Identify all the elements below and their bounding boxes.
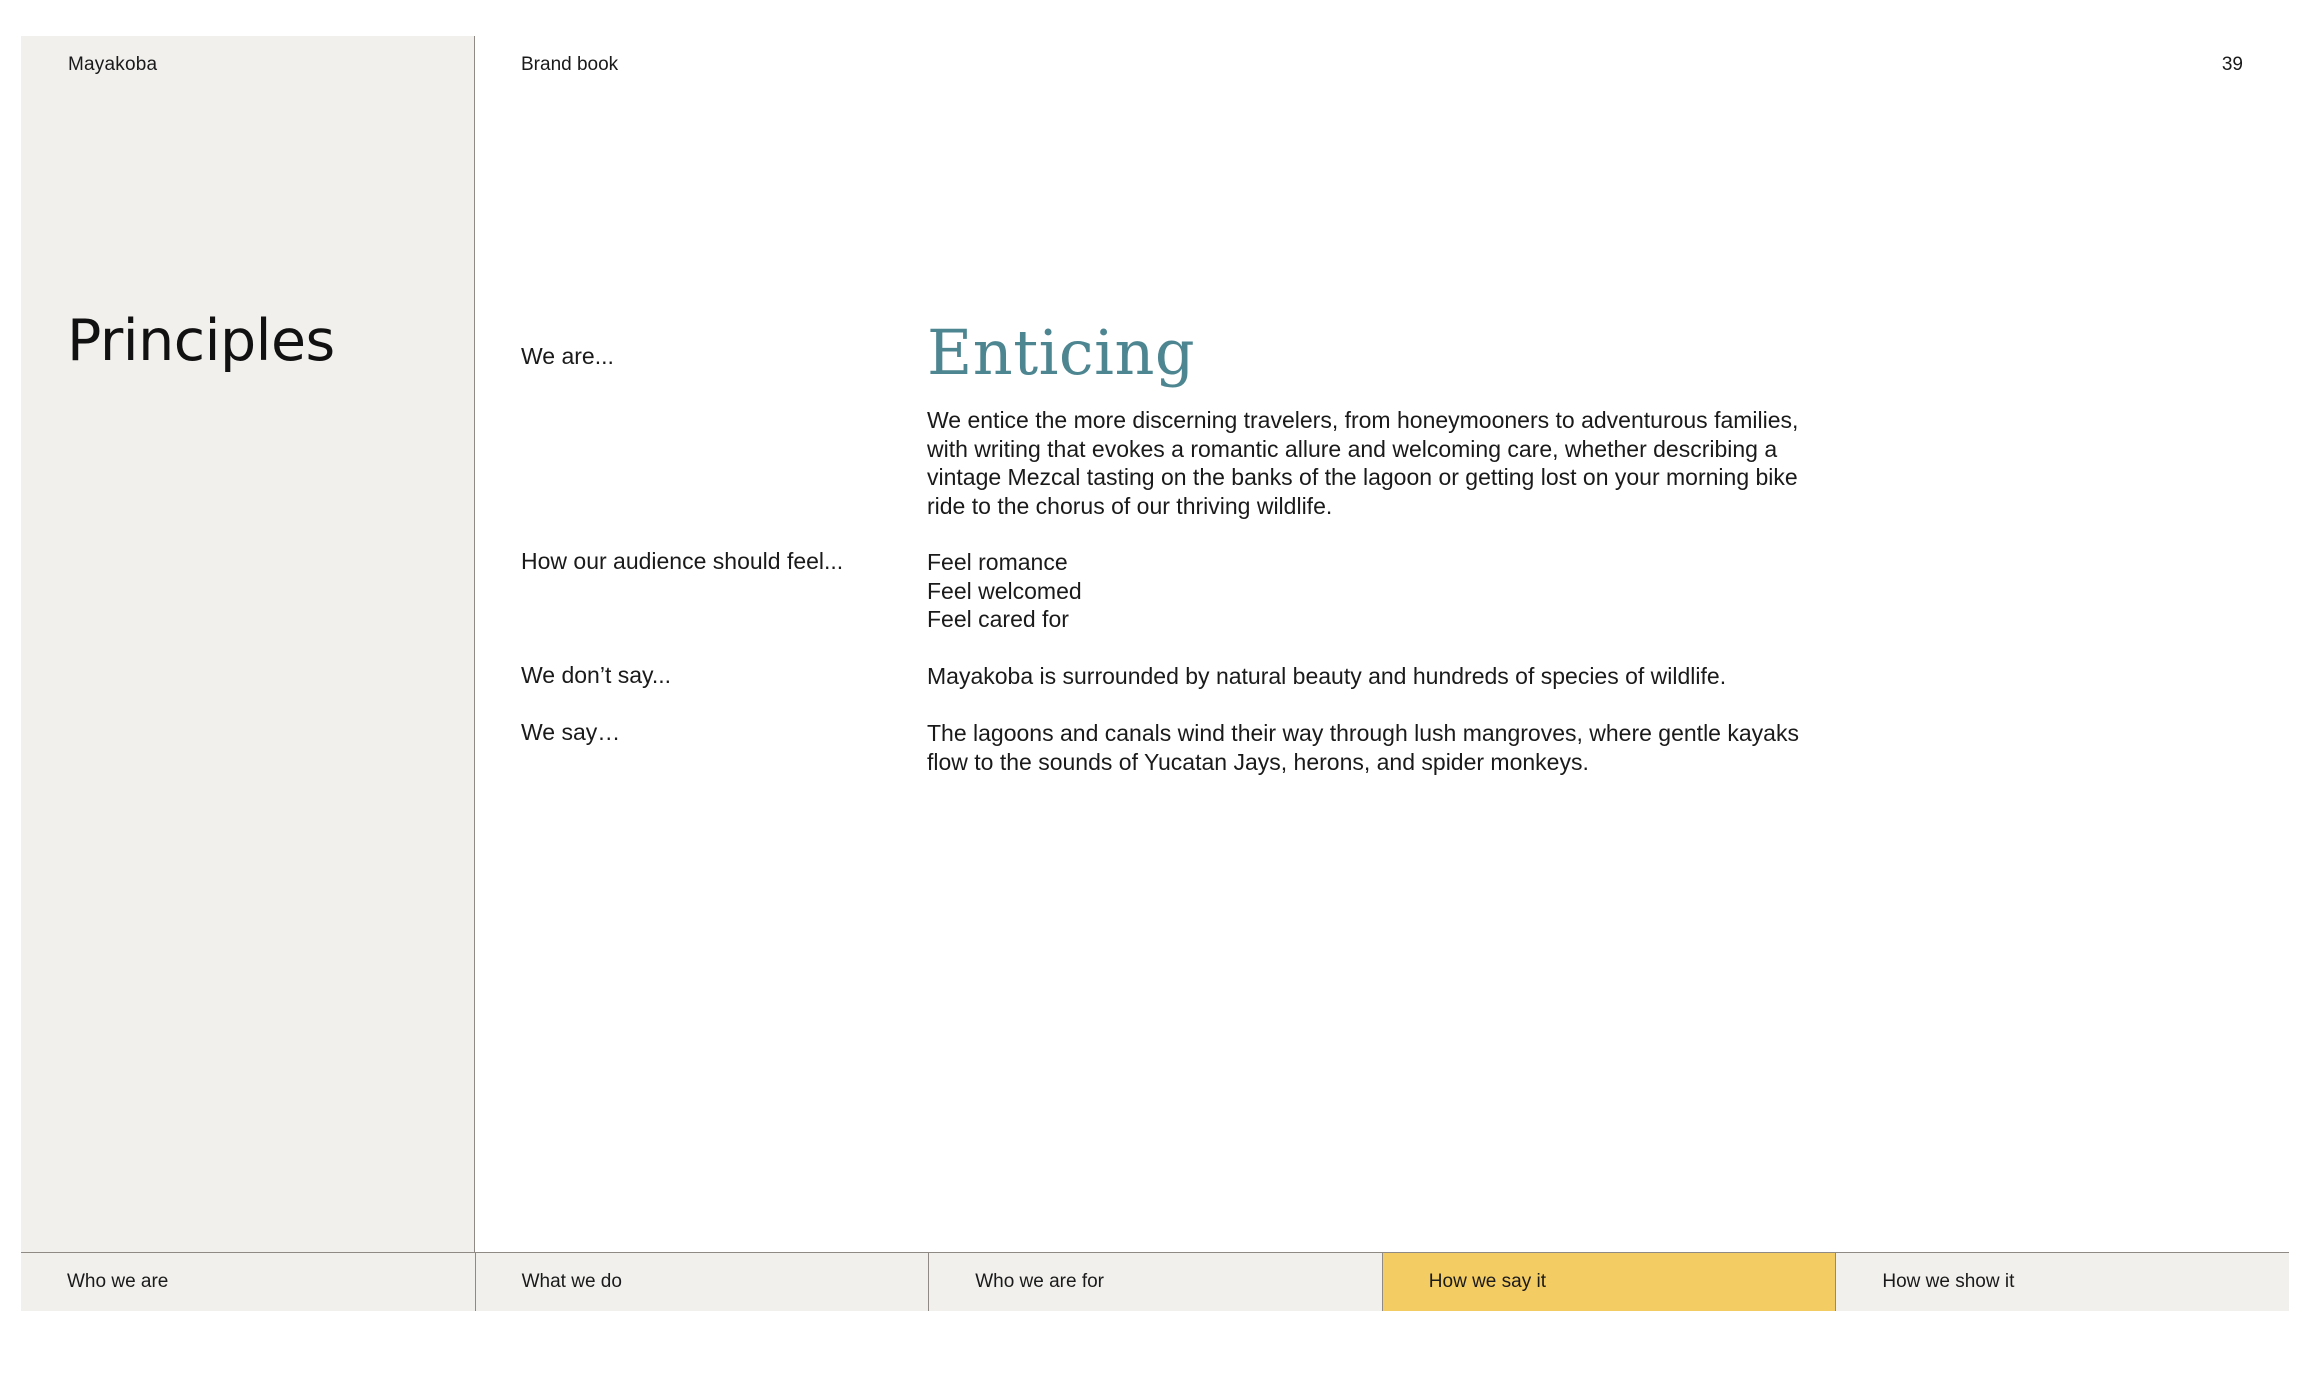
dont-say-text: Mayakoba is surrounded by natural beauty and hundreds of species of wildlife. (927, 663, 1727, 689)
nav-tab-what-we-do[interactable]: What we do (475, 1253, 929, 1311)
nav-tab-who-we-are-for[interactable]: Who we are for (928, 1253, 1382, 1311)
document-label: Brand book (521, 54, 619, 75)
feelings-list (927, 548, 1082, 634)
list-item: Feel romance (927, 549, 1068, 575)
nav-tab-how-we-show-it[interactable]: How we show it (1835, 1253, 2289, 1311)
say-label: We say… (521, 719, 621, 745)
nav-tab-how-we-say-it[interactable]: How we say it (1382, 1253, 1836, 1311)
page-number: 39 (2221, 54, 2243, 75)
nav-tab-who-we-are[interactable]: Who we are (21, 1253, 475, 1311)
list-item: Feel welcomed (927, 577, 1082, 604)
principle-description: We entice the more discerning travelers, from honeymooners to adventurous families, with writing that evokes a romantic allure and welcoming care, whether describing a vintage Mezcal tasting on the banks of the lagoon or getting lost on your morning bike ride to the chorus of our thriving wildlife. (927, 407, 1799, 519)
brand-book-page (21, 36, 2289, 1311)
dont-say-label: We don’t say... (521, 662, 671, 688)
brand-name: Mayakoba (68, 54, 158, 75)
feel-label: How our audience should feel... (521, 548, 844, 574)
section-title: Principles (67, 308, 335, 374)
list-item: Feel cared for (927, 606, 1069, 632)
sidebar (21, 36, 475, 1252)
we-are-label: We are... (521, 343, 614, 369)
section-nav (21, 1252, 2289, 1311)
say-text: The lagoons and canals wind their way through lush mangroves, where gentle kayaks flow to the sounds of Yucatan Jays, herons, and spider monkeys. (927, 720, 1799, 775)
principle-headline: Enticing (927, 316, 1196, 389)
